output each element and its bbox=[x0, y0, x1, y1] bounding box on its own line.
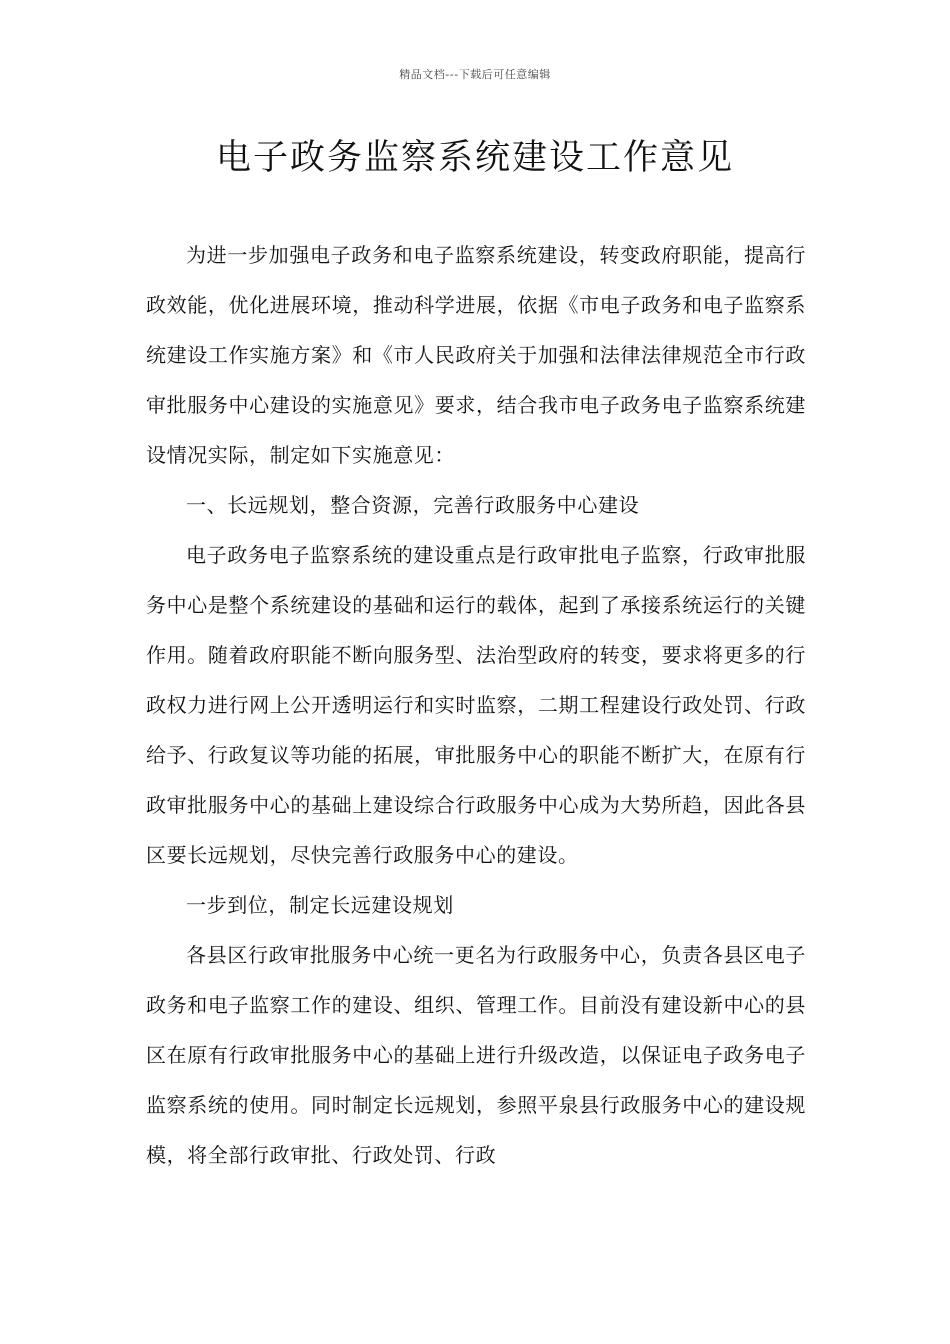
paragraph-intro: 为进一步加强电子政务和电子监察系统建设，转变政府职能，提高行政效能，优化进展环境，推动科学进展，依据《市电子政务和电子监察系统建设工作实施方案》和《市人民政府关于加强和法律法律规范全市行政审批服务中心建设的实施意见》要求，结合我市电子政务电子监察系统建设情况实际，制定如下实施意见： bbox=[146, 243, 806, 467]
subheading-1: 一步到位，制定长远建设规划 bbox=[186, 893, 454, 917]
document-body bbox=[146, 230, 806, 1180]
header-note: 精品文档---下载后可任意编辑 bbox=[399, 68, 551, 81]
section-heading-1: 一、长远规划，整合资源，完善行政服务中心建设 bbox=[186, 493, 640, 517]
paragraph-section-1: 电子政务电子监察系统的建设重点是行政审批电子监察，行政审批服务中心是整个系统建设的基础和运行的载体，起到了承接系统运行的关键作用。随着政府职能不断向服务型、法治型政府的转变，要求将更多的行政权力进行网上公开透明运行和实时监察，二期工程建设行政处罚、行政给予、行政复议等功能的拓展，审批服务中心的职能不断扩大，在原有行政审批服务中心的基础上建设综合行政服务中心成为大势所趋，因此各县区要长远规划，尽快完善行政服务中心的建设。 bbox=[146, 543, 806, 867]
paragraph-subsection-1: 各县区行政审批服务中心统一更名为行政服务中心，负责各县区电子政务和电子监察工作的建设、组织、管理工作。目前没有建设新中心的县区在原有行政审批服务中心的基础上进行升级改造，以保证电子政务电子监察系统的使用。同时制定长远规划，参照平泉县行政服务中心的建设规模，将全部行政审批、行政处罚、行政 bbox=[146, 943, 806, 1167]
document-title: 电子政务监察系统建设工作意见 bbox=[215, 138, 734, 178]
